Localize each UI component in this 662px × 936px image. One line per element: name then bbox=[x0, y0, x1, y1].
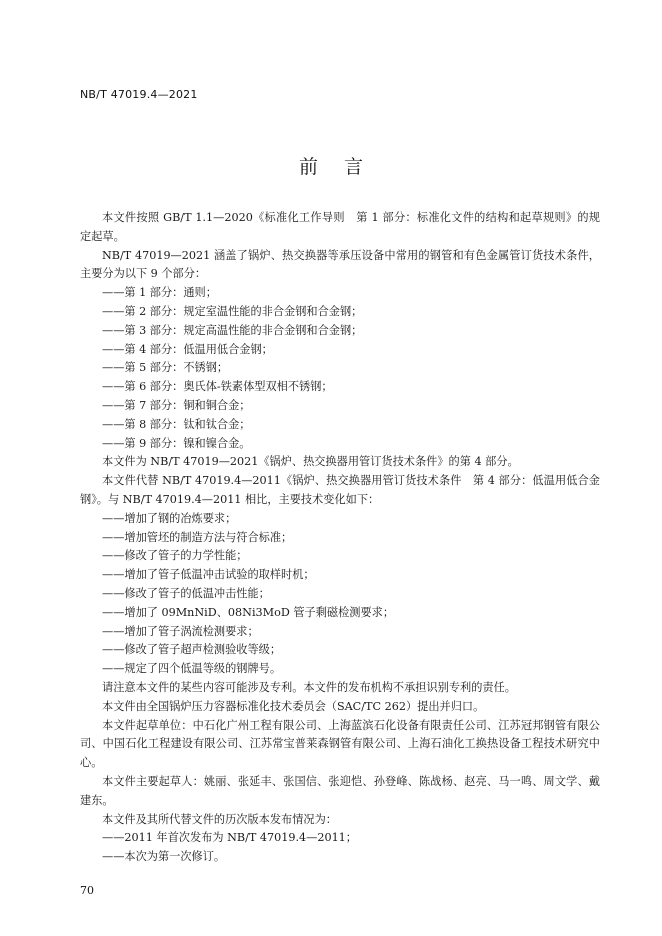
foreword-body bbox=[80, 209, 600, 867]
list-item: ——第 3 部分：规定高温性能的非合金钢和合金钢； bbox=[102, 323, 363, 337]
paragraph-history-intro: 本文件及其所代替文件的历次版本发布情况为： bbox=[102, 812, 337, 826]
list-item: ——第 8 部分：钛和钛合金； bbox=[102, 417, 251, 431]
paragraph-scope: NB/T 47019—2021 涵盖了锅炉、热交换器等承压设备中常用的钢管和有色金属管订货技术条件，主要分为以下 9 个部分： bbox=[80, 248, 600, 281]
list-item: ——第 4 部分：低温用低合金钢； bbox=[102, 342, 273, 356]
paragraph-drafting-basis: 本文件按照 GB/T 1.1—2020《标准化工作导则 第 1 部分：标准化文件的结构和起草规则》的规定起草。 bbox=[80, 211, 600, 243]
list-item: ——增加了钢的冶炼要求； bbox=[102, 511, 237, 525]
list-item: ——第 6 部分：奥氏体-铁素体型双相不锈钢； bbox=[102, 380, 333, 394]
list-item: ——增加了管子涡流检测要求； bbox=[102, 624, 259, 638]
list-item: ——第 2 部分：规定室温性能的非合金钢和合金钢； bbox=[102, 304, 363, 318]
paragraph-drafting-units: 本文件起草单位：中石化广州工程有限公司、上海蓝滨石化设备有限责任公司、江苏冠邦钢管有限公司、中国石化工程建设有限公司、江苏常宝普莱森钢管有限公司、上海石油化工换热设备工程技术研究中心。 bbox=[80, 718, 600, 770]
parts-list bbox=[80, 284, 600, 453]
page-number: 70 bbox=[80, 884, 94, 897]
list-item: ——第 7 部分：铜和铜合金； bbox=[102, 398, 251, 412]
changes-list bbox=[80, 510, 600, 679]
paragraph-drafters: 本文件主要起草人：姚丽、张延丰、张国信、张迎恺、孙登峰、陈战杨、赵亮、马一鸣、周文学、戴建东。 bbox=[80, 774, 600, 807]
list-item: ——修改了管子的低温冲击性能； bbox=[102, 586, 270, 600]
paragraph-patent-notice: 请注意本文件的某些内容可能涉及专利。本文件的发布机构不承担识别专利的责任。 bbox=[102, 680, 516, 694]
list-item: ——第 5 部分：不锈钢； bbox=[102, 361, 229, 375]
list-item: ——增加了 09MnNiD、08Ni3MoD 管子剩磁检测要求； bbox=[102, 605, 395, 619]
list-item: ——增加了管子低温冲击试验的取样时机； bbox=[102, 568, 315, 582]
paragraph-proposer: 本文件由全国锅炉压力容器标准化技术委员会（SAC/TC 262）提出并归口。 bbox=[102, 699, 485, 713]
list-item: ——修改了管子的力学性能； bbox=[102, 549, 248, 563]
list-item: ——修改了管子超声检测验收等级； bbox=[102, 643, 282, 657]
page-title: 前言 bbox=[298, 156, 389, 178]
list-item: ——第 9 部分：镍和镍合金。 bbox=[102, 436, 251, 450]
history-list bbox=[80, 829, 600, 867]
standard-id: NB/T 47019.4—2021 bbox=[80, 88, 198, 101]
list-item: ——2011 年首次发布为 NB/T 47019.4—2011； bbox=[102, 831, 357, 845]
list-item: ——本次为第一次修订。 bbox=[102, 850, 226, 864]
paragraph-part-statement: 本文件为 NB/T 47019—2021《锅炉、热交换器用管订货技术条件》的第 4 部分。 bbox=[102, 455, 519, 469]
list-item: ——增加管坯的制造方法与符合标准； bbox=[102, 530, 293, 544]
list-item: ——第 1 部分：通则； bbox=[102, 286, 217, 300]
list-item: ——规定了四个低温等级的钢牌号。 bbox=[102, 662, 282, 676]
paragraph-replacement: 本文件代替 NB/T 47019.4—2011《锅炉、热交换器用管订货技术条件 第 4 部分：低温用低合金钢》。与 NB/T 47019.4—2011 相比，主要技术变化如下： bbox=[80, 474, 600, 506]
